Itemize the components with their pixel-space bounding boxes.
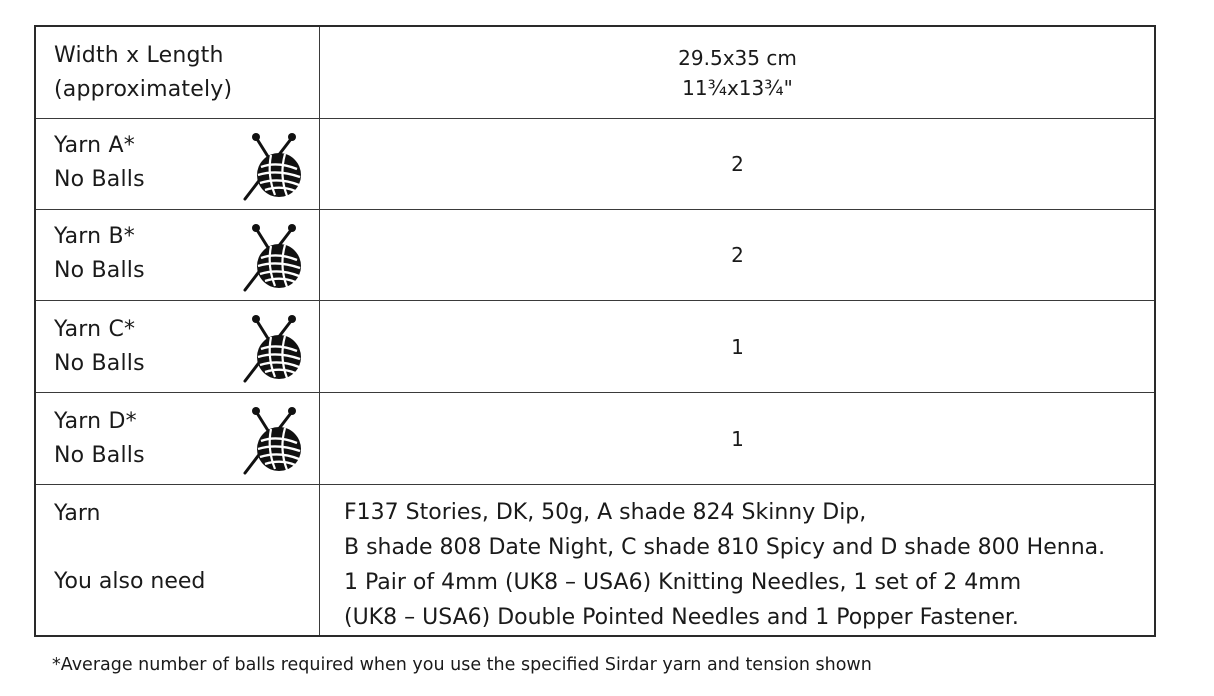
yarn-d-label-line2: No Balls (54, 443, 145, 468)
yarn-a-label-line2: No Balls (54, 167, 145, 192)
yarn-b-row (36, 210, 1154, 301)
footnote: *Average number of balls required when you use the specified Sirdar yarn and tension shown (52, 655, 872, 675)
yarn-details-values (344, 495, 1105, 635)
yarn-ball-knitting-needles-icon (241, 401, 307, 477)
yarn-d-balls-value: 1 (731, 426, 744, 451)
also-need-line2: (UK8 – USA6) Double Pointed Needles and 1 Popper Fastener. (344, 605, 1019, 630)
pattern-info-table (34, 25, 1156, 637)
size-value (321, 27, 1154, 118)
size-label (54, 39, 232, 107)
size-row (36, 27, 1154, 119)
yarn-c-label-line2: No Balls (54, 351, 145, 376)
yarn-b-balls-value: 2 (731, 243, 744, 267)
size-value-imperial: 11¾x13¾" (682, 75, 793, 100)
yarn-spec-line2: B shade 808 Date Night, C shade 810 Spicy and D shade 800 Henna. (344, 535, 1106, 560)
size-label-line1: Width x Length (54, 43, 224, 68)
yarn-ball-knitting-needles-icon (241, 309, 307, 385)
yarn-ball-knitting-needles-icon (241, 127, 307, 203)
yarn-a-label-line1: Yarn A* (54, 133, 135, 158)
also-need-line1: 1 Pair of 4mm (UK8 – USA6) Knitting Needles, 1 set of 2 4mm (344, 570, 1022, 595)
yarn-d-label (54, 405, 145, 473)
yarn-b-label-line1: Yarn B* (54, 224, 135, 249)
yarn-ball-knitting-needles-icon (241, 218, 307, 294)
yarn-c-balls-value: 1 (731, 334, 744, 359)
yarn-b-label (54, 220, 145, 288)
yarn-c-label (54, 313, 145, 381)
yarn-a-balls-value: 2 (731, 152, 744, 176)
yarn-d-row (36, 393, 1154, 485)
yarn-a-label (54, 129, 145, 197)
yarn-label: Yarn (54, 501, 101, 526)
yarn-spec-line1: F137 Stories, DK, 50g, A shade 824 Skinny Dip, (344, 500, 867, 525)
yarn-b-label-line2: No Balls (54, 258, 145, 283)
yarn-c-row (36, 301, 1154, 393)
yarn-c-label-line1: Yarn C* (54, 317, 136, 342)
yarn-details-row (36, 485, 1154, 637)
size-value-metric: 29.5x35 cm (678, 45, 797, 70)
size-label-line2: (approximately) (54, 77, 233, 102)
also-need-label: You also need (54, 569, 206, 594)
yarn-a-row (36, 119, 1154, 210)
yarn-d-label-line1: Yarn D* (54, 409, 137, 434)
